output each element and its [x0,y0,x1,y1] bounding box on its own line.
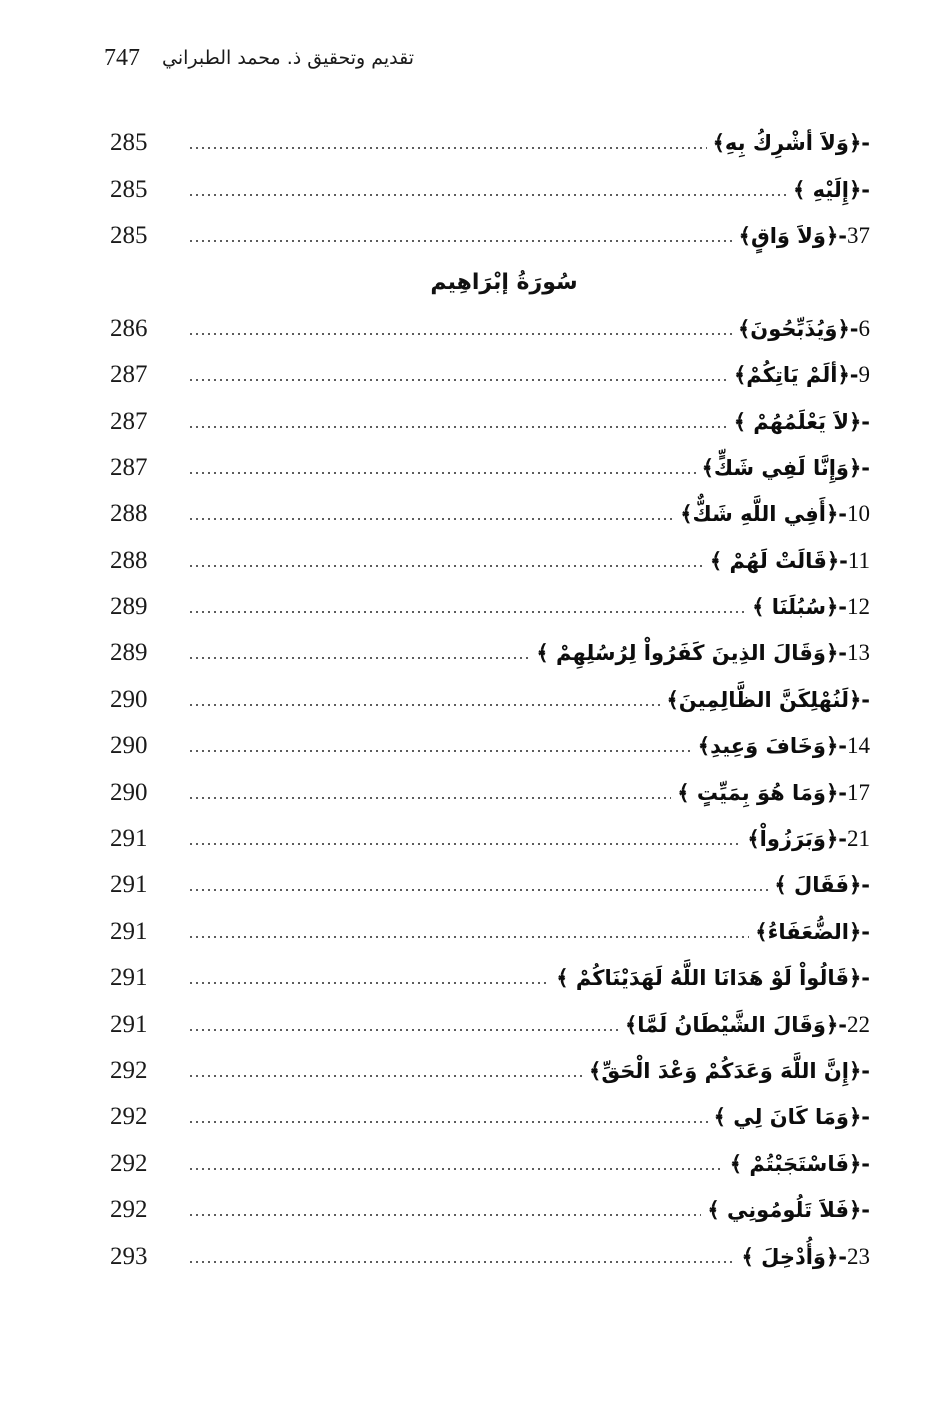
index-entry [738,316,870,342]
dot-leader [188,240,733,242]
index-entry [677,780,870,806]
index-entry [698,733,870,759]
quran-phrase: -﴿فَلاَ تَلُومُونِي ﴾ [707,1198,870,1223]
quran-phrase: -﴿إِلَيْهِ ﴾ [792,177,870,202]
dot-leader [188,843,741,845]
index-entry [747,826,870,852]
dot-leader [188,426,728,428]
index-entry [625,1012,870,1038]
page-ref: 291 [110,964,148,992]
index-entry [556,965,870,991]
index-row [110,1141,870,1187]
quran-phrase: -﴿وَقَالَ الذِينَ كَفَرُواْ لِرُسُلِهِمْ ﴾ [536,641,847,666]
verse-number: 23 [847,1243,870,1269]
quran-phrase: -﴿وَمَا كَانَ لِي ﴾ [713,1105,870,1130]
dot-leader [188,194,787,196]
quran-phrase: -﴿وَبَرَزُواْ﴾ [747,827,847,852]
index-entry [536,640,870,666]
index-entry [713,130,870,156]
quran-phrase: -﴿وَخَافَ وَعِيدِ﴾ [697,734,847,759]
verse-number: 37 [847,222,870,248]
index-row [110,769,870,815]
page-ref: 293 [110,1242,148,1270]
index-row [110,1187,870,1233]
verse-number: 22 [847,1011,870,1037]
index-entry [730,1151,870,1177]
dot-leader [188,704,661,706]
index-row [110,1001,870,1047]
page-ref: 290 [110,685,148,713]
quran-phrase: -﴿ألَمْ يَاتِكُمْ﴾ [733,363,859,388]
quran-phrase: -﴿فَقَالَ ﴾ [774,873,870,898]
index-row [110,1233,870,1279]
dot-leader [188,797,671,799]
verse-number: 11 [847,547,870,573]
page-ref: 291 [110,871,148,899]
index-row [110,1094,870,1140]
index-entry [752,594,870,620]
index-entry [702,455,870,481]
dot-leader [188,750,692,752]
index-entry [774,872,870,898]
verse-number: 17 [847,779,870,805]
index-list [110,120,870,1280]
dot-leader [188,565,704,567]
quran-phrase: -﴿لاَ يَعْلَمُهُمْ ﴾ [733,409,870,434]
index-row [110,538,870,584]
quran-phrase: -﴿سُبُلَنَا ﴾ [752,595,847,620]
quran-phrase: -﴿وَيُذَبِّحُونَ﴾ [737,316,859,341]
index-row [110,723,870,769]
index-entry [680,501,870,527]
page-ref: 288 [110,546,148,574]
index-entry [755,919,870,945]
page-ref: 287 [110,407,148,435]
dot-leader [188,1214,701,1216]
dot-leader [188,936,749,938]
index-row [110,398,870,444]
dot-leader [188,1168,724,1170]
index-row [110,909,870,955]
quran-phrase: -﴿وَقَالَ الشَّيْطَانُ لَمَّا﴾ [625,1012,847,1037]
index-row [110,955,870,1001]
page-ref: 290 [110,778,148,806]
dot-leader [188,1261,735,1263]
dot-leader [188,333,732,335]
dot-leader [188,472,696,474]
index-entry [710,548,870,574]
page-ref: 285 [110,175,148,203]
quran-phrase: -﴿وَأُدْخِلَ ﴾ [741,1244,847,1269]
page-ref: 292 [110,1103,148,1131]
page-ref: 287 [110,361,148,389]
verse-number: 9 [858,362,870,388]
dot-leader [188,1121,708,1123]
dot-leader [188,1029,619,1031]
index-row [110,584,870,630]
verse-number: 6 [858,315,870,341]
verse-number: 13 [847,640,870,666]
quran-phrase: -﴿وَلاَ وَاقٍ﴾ [738,223,847,248]
page-ref: 285 [110,129,148,157]
dot-leader [188,982,550,984]
page-ref: 292 [110,1196,148,1224]
page-ref: 292 [110,1149,148,1177]
surah-title: سُورَةُ إبْرَاهِيم [430,269,578,295]
verse-number: 12 [847,594,870,620]
index-entry [739,223,870,249]
index-row [110,630,870,676]
page-ref: 291 [110,917,148,945]
index-entry [793,177,870,203]
quran-phrase: -﴿قَالَتْ لَهُمْ ﴾ [709,548,848,573]
dot-leader [188,657,530,659]
page-ref: 285 [110,221,148,249]
index-entry [714,1104,870,1130]
page-ref: 287 [110,453,148,481]
index-row [110,213,870,259]
page-header [104,38,424,78]
page-ref: 290 [110,732,148,760]
index-row [110,306,870,352]
index-entry [734,362,870,388]
index-entry [734,409,870,435]
verse-number: 10 [847,501,870,527]
index-entry [707,1197,870,1223]
page-ref: 289 [110,639,148,667]
quran-phrase: -﴿وَلاَ أشْرِكُ بِهِ﴾ [712,131,870,156]
page-ref: 286 [110,314,148,342]
index-entry [741,1244,870,1270]
dot-leader [188,1075,583,1077]
quran-phrase: -﴿إِنَّ اللَّهَ وَعَدَكُمْ وَعْدَ الْحَقِّ﴾ [589,1059,870,1083]
index-row [110,352,870,398]
index-row [110,677,870,723]
quran-phrase: -﴿أَفِي اللَّهِ شَكٌّ﴾ [680,502,847,527]
quran-phrase: -﴿قَالُواْ لَوْ هَدَانَا اللَّهُ لَهَدَيْنَاكُمْ ﴾ [556,966,870,991]
quran-phrase: -﴿وَإِنَّا لَفِي شَكٍّ﴾ [701,455,870,480]
index-row [110,491,870,537]
dot-leader [188,147,707,149]
page-ref: 291 [110,1010,148,1038]
verse-number: 14 [847,733,870,759]
page-ref: 289 [110,593,148,621]
index-row [110,445,870,491]
quran-phrase: -﴿فَاسْتَجَبْتُمْ ﴾ [729,1151,870,1176]
quran-phrase: -﴿الضُّعَفَاءُ﴾ [755,919,870,944]
quran-phrase: -﴿وَمَا هُوَ بِمَيِّتٍ ﴾ [677,780,847,805]
page-ref: 291 [110,825,148,853]
dot-leader [188,611,746,613]
verse-number: 21 [847,826,870,852]
running-head: تقديم وتحقيق ذ. محمد الطبراني [162,47,415,69]
dot-leader [188,518,674,520]
index-row [110,1048,870,1094]
page-ref: 292 [110,1057,148,1084]
index-row [110,166,870,212]
page-number: 747 [104,44,140,71]
index-row [110,816,870,862]
index-row [110,120,870,166]
dot-leader [188,379,728,381]
index-entry [667,687,871,713]
index-entry [589,1058,870,1084]
dot-leader [188,889,768,891]
index-row [110,862,870,908]
quran-phrase: -﴿لَنُهْلِكَنَّ الظَّالِمِينَ﴾ [666,687,870,712]
page-ref: 288 [110,500,148,528]
